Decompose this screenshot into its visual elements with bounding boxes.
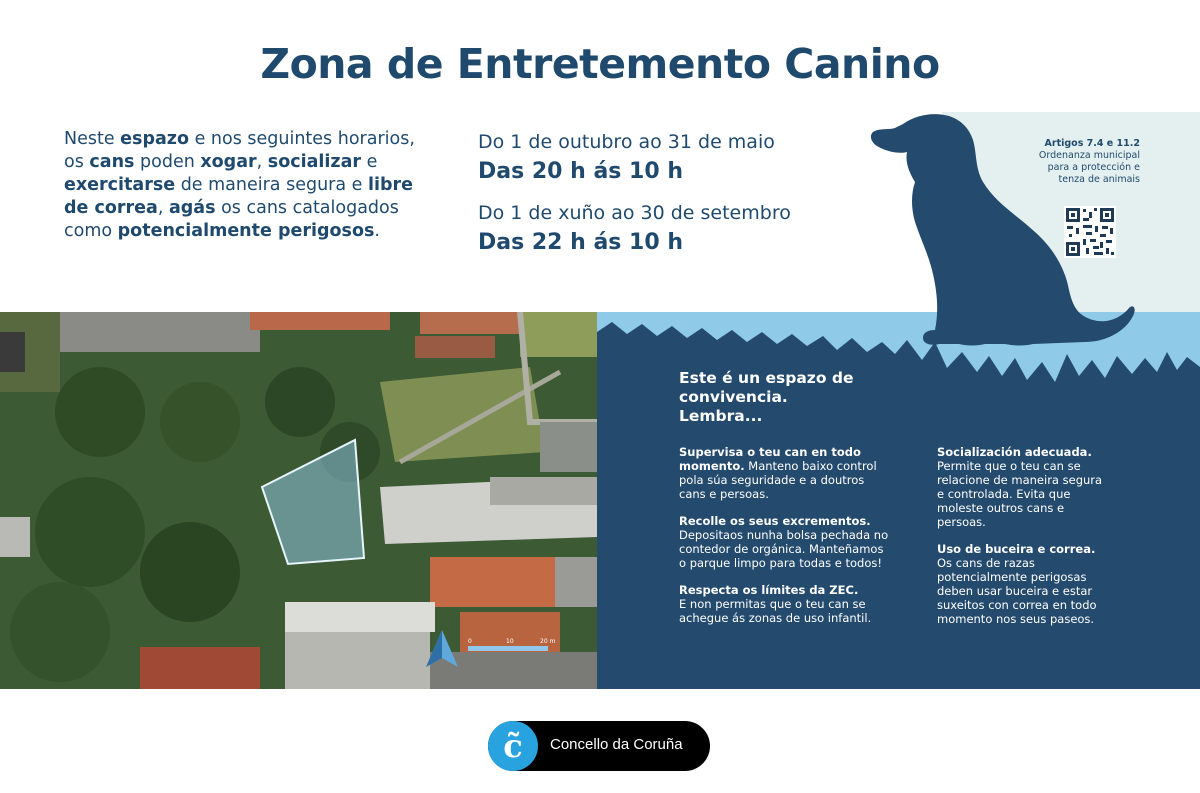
schedule-period: Do 1 de xuño ao 30 de setembro <box>478 202 791 224</box>
info-panel <box>597 312 1200 689</box>
info-heading-line: Este é un espazo de <box>679 369 854 387</box>
ordinance-line: Ordenanza municipal <box>1038 150 1140 161</box>
concello-logo-text: Concello da Coruña <box>550 736 683 753</box>
scale-label: 20 m <box>540 638 556 645</box>
page-title: Zona de Entretemento Canino <box>260 40 940 88</box>
dog-silhouette-icon <box>865 110 1140 355</box>
info-heading <box>679 369 879 426</box>
ordinance-articles: Artigos 7.4 e 11.2 <box>1044 138 1140 149</box>
rule-muzzle-leash: Uso de buceira e correa. Os cans de razas potencialmente perigosas deben usar buceira e estar suxeitos con correa en todo momento nos seus paseos. <box>937 542 1097 626</box>
concello-logo <box>488 721 710 771</box>
ordinance-line: para a protección e <box>1047 162 1140 173</box>
info-heading-line: convivencia. <box>679 388 788 406</box>
schedule-winter <box>478 130 858 187</box>
schedule-period: Do 1 de outubro ao 31 de maio <box>478 131 775 153</box>
info-heading-line: Lembra... <box>679 407 763 425</box>
ordinance-line: tenza de animais <box>1058 174 1140 185</box>
schedule-hours: Das 22 h ás 10 h <box>478 230 683 255</box>
rules-column-right <box>937 445 1112 639</box>
rule-socialization: Socialización adecuada. Permite que o teu can se relacione de maneira segura e controlada. Evita que moleste outros cans e persoas. <box>937 445 1103 529</box>
rule-pick-up: Recolle os seus excrementos. Depositaos nunha bolsa pechada no contedor de orgánica. Manteñamos o parque limpo para todas e todos! <box>679 514 889 570</box>
intro-text: Neste espazo e nos seguintes horarios, os cans poden xogar, socializar e exercitarse de maneira segura e libre de correa, agás os cans catalogados como potencialmente perigosos. <box>64 129 415 241</box>
scale-label: 10 <box>506 638 514 645</box>
rule-supervise: Supervisa o teu can en todo momento. Manteno baixo control pola súa seguridade e a doutros cans e persoas. <box>679 445 877 501</box>
rule-zec-limits: Respecta os límites da ZEC. E non permitas que o teu can se achegue ás zonas de uso infantil. <box>679 583 872 625</box>
scale-label: 0 <box>468 638 472 645</box>
schedule-hours: Das 20 h ás 10 h <box>478 159 683 184</box>
schedule-summer <box>478 201 858 258</box>
aerial-map <box>0 312 597 689</box>
schedules <box>478 130 858 272</box>
rules-column-left <box>679 445 894 638</box>
concello-logo-icon: c̃ <box>488 721 538 771</box>
